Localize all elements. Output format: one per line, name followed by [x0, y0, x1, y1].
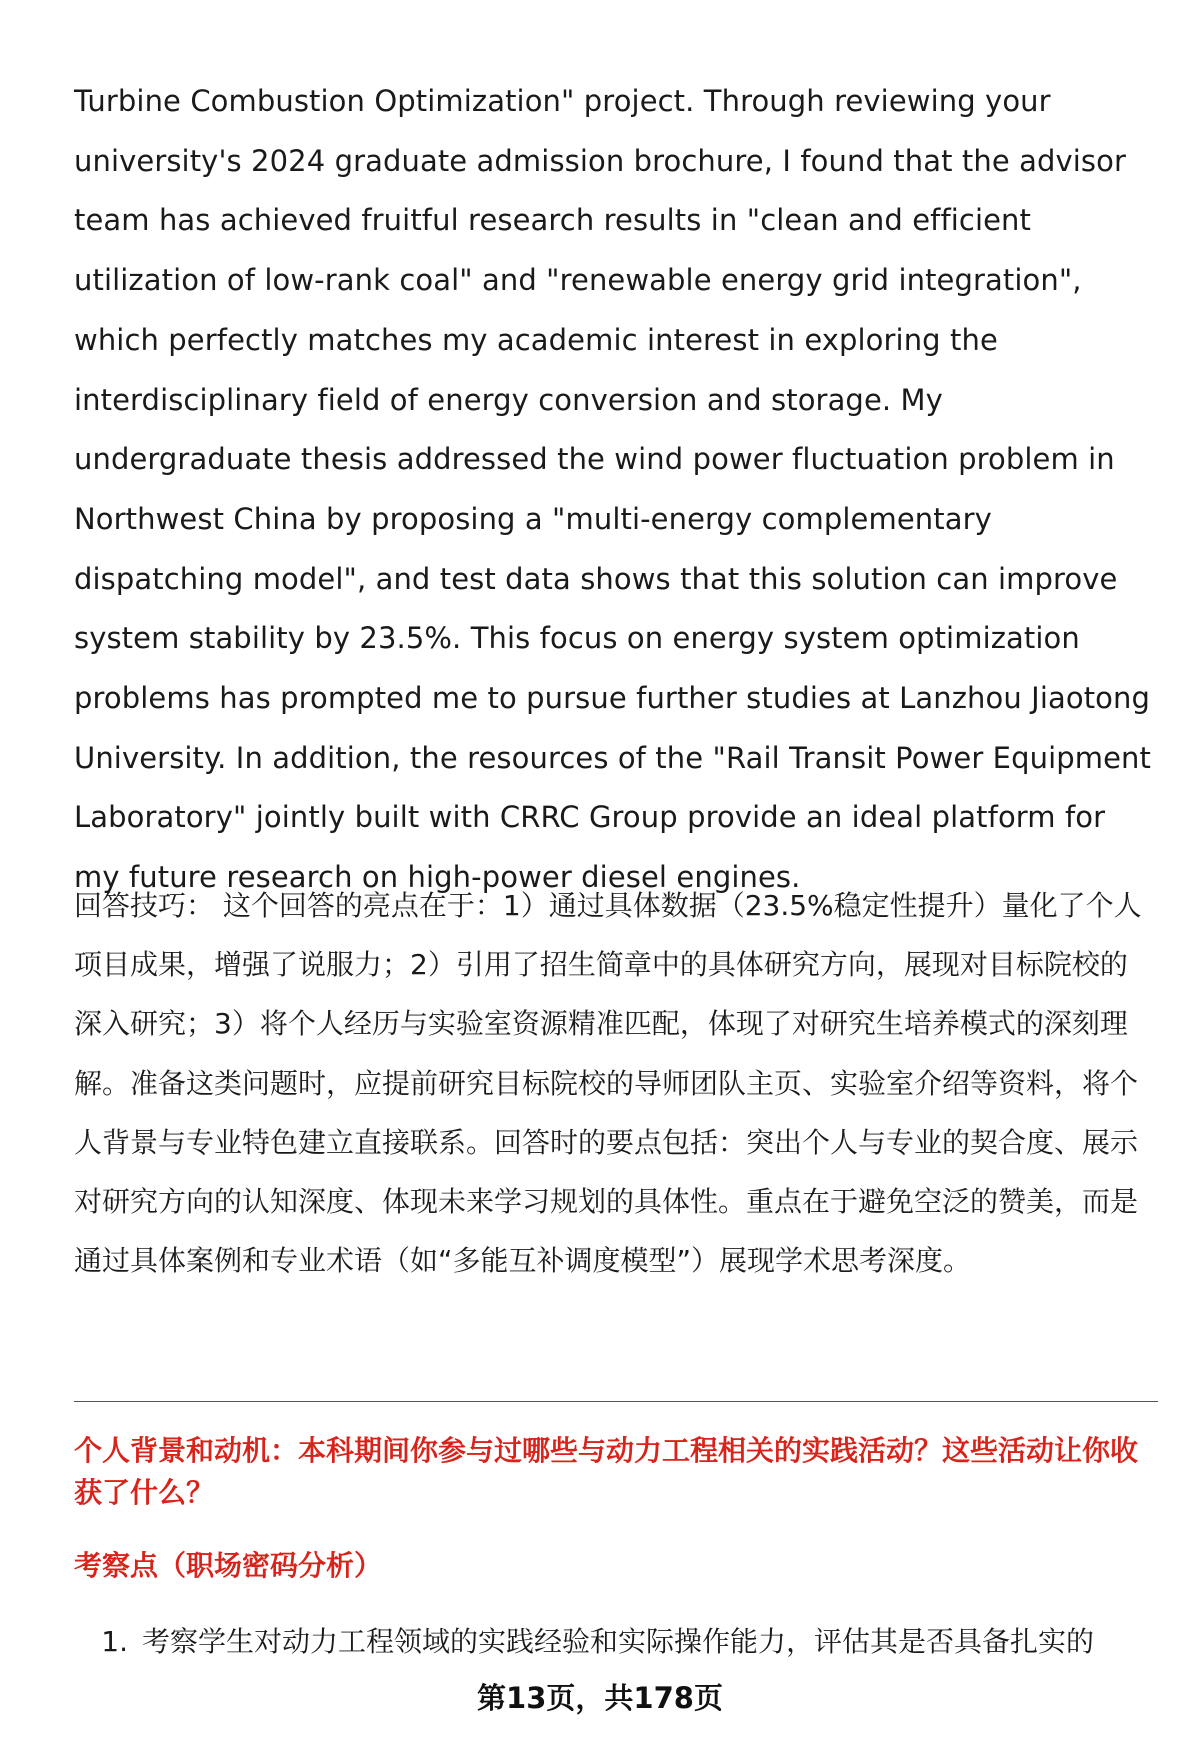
section-divider [74, 1401, 1158, 1402]
list-item [74, 1622, 1164, 1662]
page-number: 第13页，共178页 [477, 1681, 723, 1715]
answer-paragraph: Turbine Combustion Optimization" project. Through reviewing your university's 2024 graduate admission brochure, I found that the advisor team has achieved fruitful research results in "clean and efficient utilization of low-rank coal" and "renewable energy grid integration", which perfectly matches my academic interest in exploring the interdisciplinary field of energy conversion and storage. My undergraduate thesis addressed the wind power fluctuation problem in Northwest China by proposing a "multi-energy complementary dispatching model", and test data shows that this solution can improve system stability by 23.5%. This focus on energy system optimization problems has prompted me to pursue further studies at Lanzhou Jiaotong University. In addition, the resources of the "Rail Transit Power Equipment Laboratory" jointly built with CRRC Group provide an ideal platform for my future research on high-power diesel engines. [74, 84, 1151, 895]
list-item-text: 考察学生对动力工程领域的实践经验和实际操作能力，评估其是否具备扎实的 [142, 1625, 1095, 1658]
assessment-list [74, 1622, 1164, 1662]
section-heading: 考察点（职场密码分析） [74, 1549, 383, 1582]
answer-tip-paragraph: 回答技巧： 这个回答的亮点在于：1）通过具体数据（23.5%稳定性提升）量化了个人项目成果，增强了说服力；2）引用了招生简章中的具体研究方向，展现对目标院校的深入研究；3）将个人经历与实验室资源精准匹配，体现了对研究生培养模式的深刻理解。准备这类问题时，应提前研究目标院校的导师团队主页、实验室介绍等资料，将个人背景与专业特色建立直接联系。回答时的要点包括：突出个人与专业的契合度、展示对研究方向的认知深度、体现未来学习规划的具体性。重点在于避免空泛的赞美，而是通过具体案例和专业术语（如“多能互补调度模型”）展现学术思考深度。 [74, 889, 1142, 1278]
question-title: 个人背景和动机：本科期间你参与过哪些与动力工程相关的实践活动？这些活动让你收获了什么？ [74, 1434, 1139, 1509]
list-item-number: 1. [101, 1625, 128, 1658]
